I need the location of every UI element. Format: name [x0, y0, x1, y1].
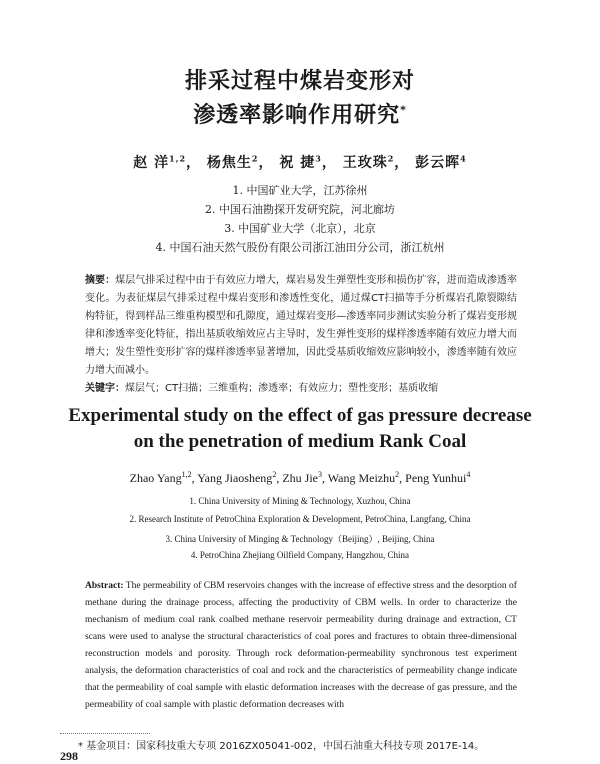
- en-title-line-2: on the penetration of medium Rank Coal: [133, 431, 467, 452]
- en-author: Peng Yunhui: [405, 471, 467, 485]
- cn-title-line-1: 排采过程中煤岩变形对: [184, 69, 415, 94]
- cn-abstract-text: 煤层气排采过程中由于有效应力增大，煤岩易发生弹塑性变形和损伤扩容，进而造成渗透率变化。为表征煤层气排采过程中煤岩变形和渗透性变化，通过煤CT扫描等手分析煤岩孔隙裂隙结构特征，得到样品三维重构模型和孔隙度，通过煤岩变形—渗透率同步测试实验分析了煤岩变形规律和渗透率变化特征，指出基质收缩效应占主导时，发生弹性变形的煤样渗透率随有效应力增大而增大；发生塑性变形扩容的煤样渗透率显著增加，因此受基质收缩效应影响较小，渗透率随有效应力增大而减小。: [85, 275, 518, 376]
- cn-author: 祝 捷: [279, 155, 316, 171]
- cn-author: 赵 洋: [133, 155, 170, 171]
- cn-abstract-label: 摘要：: [85, 275, 116, 286]
- footnote: * 基金项目：国家科技重大专项 2016ZX05041-002，中国石油重大科技专项 2017E-14。: [78, 741, 485, 752]
- cn-affiliation: 1. 中国矿业大学，江苏徐州: [232, 184, 368, 197]
- cn-author: 彭云晖: [415, 155, 461, 171]
- en-affiliation: 1. China University of Mining & Technology, Xuzhou, China: [189, 496, 411, 506]
- en-author: Zhao Yang: [129, 471, 182, 485]
- cn-author: 王玫珠: [342, 155, 388, 171]
- cn-title-line-2: 渗透率影响作用研究*: [193, 103, 407, 128]
- en-author: Zhu Jie: [282, 471, 318, 485]
- en-affiliation: 4. PetroChina Zhejiang Oilfield Company, Hangzhou, China: [190, 550, 410, 560]
- cn-keywords: 煤层气；CT扫描；三维重构；渗透率；有效应力；塑性变形；基质收缩: [125, 383, 439, 394]
- cn-keywords-label: 关键字：: [85, 383, 125, 394]
- en-authors: Zhao Yang$^{1,2}$, Yang Jiaosheng$^2$, Zhu Jie$^3$, Wang Meizhu$^2$, Peng Yunhui$^4$: [129, 470, 471, 485]
- en-author: Wang Meizhu: [327, 471, 396, 485]
- en-author: Yang Jiaosheng: [197, 471, 273, 485]
- footnote-divider: [60, 733, 150, 734]
- cn-author: 杨焦生: [206, 155, 252, 171]
- en-abstract-text: The permeability of CBM reservoirs changes with the increase of effective stress and the desorption of methane during the drainage process, affecting the productivity of CBM wells. In order to characterize the mechanism of medium coal rank coalbed methane reservoir permeability during drainage and extraction, CT scans were used to analyse the structural characteristics of coal pores and fractures to obtain three-dimensional reconstruction models and porosity. Through rock deformation-permeability synchronous test experiment analysis, the deformation characteristics of coal and rock and the characteristics of permeability change indicate that the permeability of coal sample with elastic deformation increases with the decrease of gas pressure, and the permeability of coal sample with plastic deformation decreases with: [85, 581, 517, 710]
- en-affiliation: 2. Research Institute of PetroChina Exploration & Development, PetroChina, Langfang, China: [129, 514, 471, 524]
- cn-affiliation: 3. 中国矿业大学（北京），北京: [224, 222, 376, 235]
- en-abstract-label: Abstract:: [85, 581, 124, 591]
- cn-affiliation: 2. 中国石油勘探开发研究院，河北廊坊: [205, 203, 395, 216]
- cn-abstract: [85, 272, 517, 398]
- en-abstract: [85, 578, 517, 714]
- en-affiliation: 3. China University of Minging & Technology（Beijing）, Beijing, China: [165, 534, 435, 544]
- cn-affiliation: 4. 中国石油天然气股份有限公司浙江油田分公司，浙江杭州: [155, 241, 445, 254]
- cn-authors: 赵 洋$^{1,2}$， 杨焦生$^2$， 祝 捷$^3$， 王玫珠$^2$， 彭云晖$^4$: [133, 153, 467, 171]
- en-title-line-1: Experimental study on the effect of gas pressure decrease: [68, 405, 532, 426]
- cn-title-marker: *: [400, 103, 407, 117]
- page-number: 298: [60, 749, 78, 763]
